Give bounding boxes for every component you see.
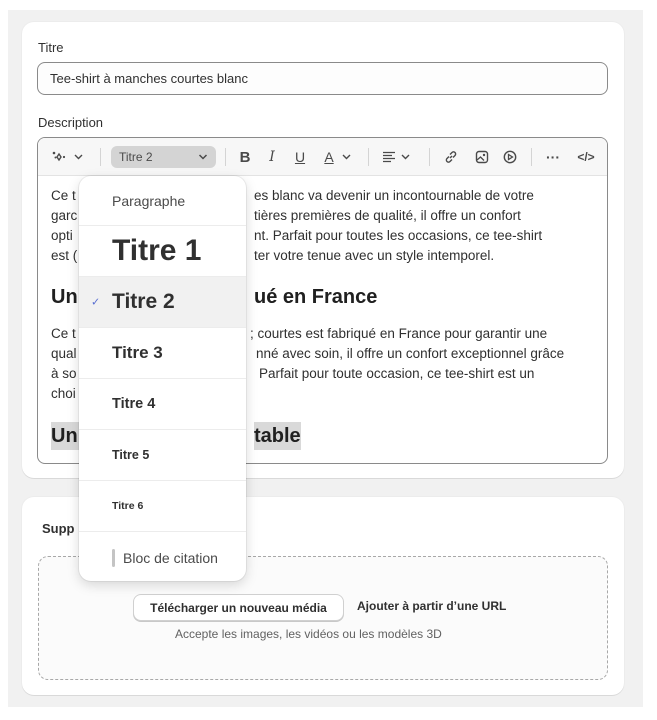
dropdown-item-heading-1[interactable] [79,226,246,277]
text-fragment: opti [51,228,73,243]
text-fragment: Parfait pour toute occasion, ce tee-shirt est un [259,366,535,381]
text-fragment: qual [51,346,77,361]
code-view-button[interactable]: </> [577,150,595,164]
dropdown-item-heading-3[interactable] [79,328,246,379]
description-label: Description [38,115,104,130]
text-color-button[interactable]: A [324,149,334,165]
title-input[interactable] [37,62,608,95]
link-icon[interactable] [443,146,459,168]
title-label: Titre [38,40,64,55]
heading-fragment: Un [51,286,78,308]
quote-bar-icon [112,549,115,567]
play-icon[interactable] [502,146,518,168]
dropdown-item-label: Titre 6 [112,500,144,512]
text-fragment: Ce t [51,326,76,341]
heading-fragment: ué en France [254,286,378,308]
dropdown-item-label: Paragraphe [112,192,186,209]
heading-style-dropdown [79,176,246,581]
dropdown-item-label: Titre 5 [112,448,150,462]
dropdown-item-label: Titre 3 [112,343,163,362]
underline-button[interactable]: U [294,149,306,165]
dropdown-item-label: Titre 2 [112,290,175,313]
heading-select-value: Titre 2 [119,150,153,164]
sparkle-icon[interactable] [50,146,68,168]
upload-media-button[interactable]: Télécharger un nouveau média [133,594,344,621]
text-fragment: est ( [51,248,78,263]
accepted-formats-hint: Accepte les images, les vidéos ou les modèles 3D [175,627,442,641]
image-icon[interactable] [474,146,490,168]
more-options-button[interactable]: ··· [546,149,560,165]
text-fragment: à so [51,366,77,381]
toolbar-divider [429,148,430,166]
dropdown-item-heading-4[interactable] [79,379,246,430]
sparkle-chevron-down-icon[interactable] [72,146,84,168]
dropdown-item-heading-5[interactable] [79,430,246,481]
toolbar-divider [225,148,226,166]
text-fragment: garc [51,208,78,223]
toolbar-divider [368,148,369,166]
dropdown-item-heading-2[interactable] [79,277,246,328]
checkmark-icon: ✓ [91,296,101,309]
text-fragment: nné avec soin, il offre un confort exceptionnel grâce [256,346,565,361]
text-fragment: tières premières de qualité, il offre un confort [254,208,521,223]
editor-toolbar [38,138,607,176]
bold-button[interactable]: B [239,148,251,166]
toolbar-divider [100,148,101,166]
dropdown-item-heading-6[interactable] [79,481,246,532]
dropdown-item-label: Bloc de citation [123,549,218,566]
toolbar-divider [531,148,532,166]
add-from-url-link[interactable]: Ajouter à partir d’une URL [357,599,507,613]
text-fragment: choi [51,386,76,401]
align-chevron-down-icon[interactable] [399,146,411,168]
align-left-icon[interactable] [381,146,397,168]
selected-heading-fragment: Un [51,422,118,450]
dropdown-item-paragraph[interactable] [79,176,246,226]
selected-heading-fragment: table [254,422,301,450]
media-section-title: Supp [42,521,75,536]
dropdown-item-label: Titre 1 [112,234,202,267]
text-fragment: ter votre tenue avec un style intemporel. [254,248,495,263]
chevron-down-icon [198,150,208,164]
text-fragment: nt. Parfait pour toutes les occasions, ce tee-shirt [254,228,543,243]
text-fragment: Ce t [51,188,76,203]
heading-style-select[interactable] [111,146,216,168]
text-fragment: ; courtes est fabriqué en France pour garantir une [250,326,548,341]
text-color-chevron-down-icon[interactable] [340,146,352,168]
dropdown-item-blockquote[interactable] [79,532,246,581]
italic-button[interactable]: I [269,149,275,165]
text-fragment: es blanc va devenir un incontournable de votre [254,188,534,203]
dropdown-item-label: Titre 4 [112,396,156,412]
